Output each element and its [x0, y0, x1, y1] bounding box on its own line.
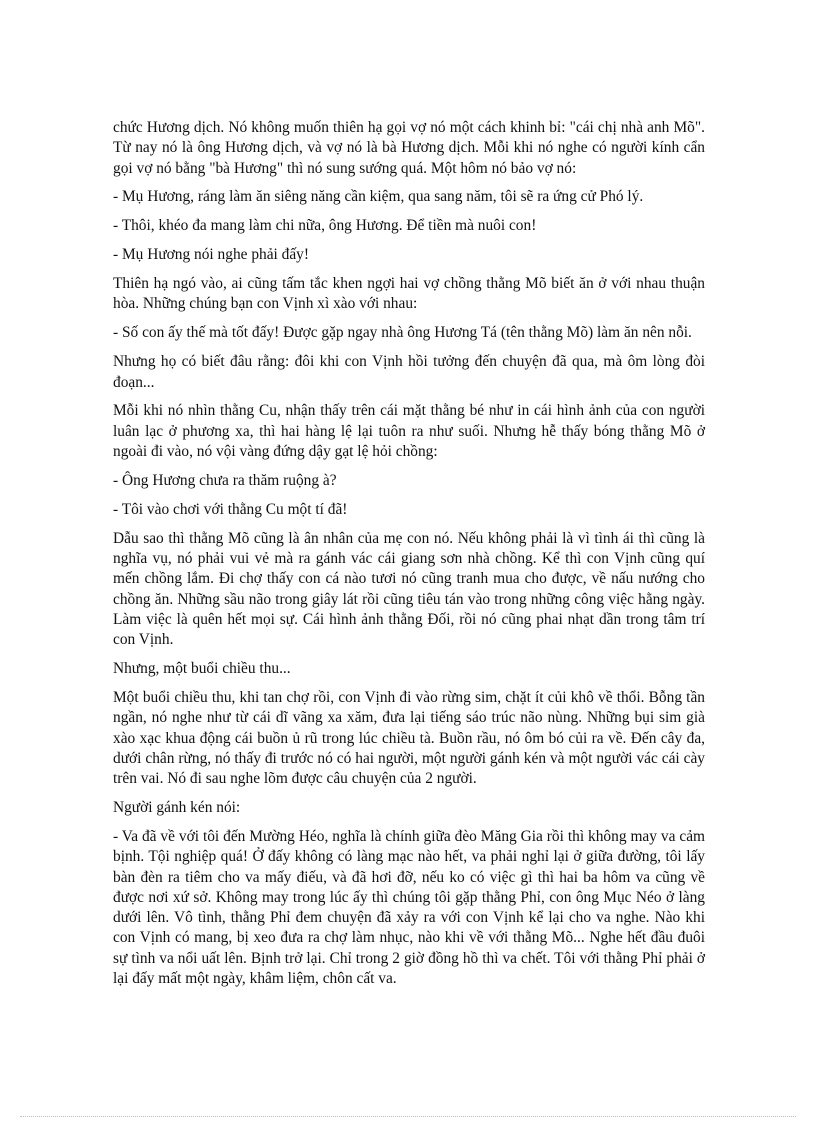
- paragraph-3: - Thôi, khéo đa mang làm chi nữa, ông Hương. Để tiền mà nuôi con!: [113, 217, 537, 235]
- paragraph-11: Dẫu sao thì thằng Mõ cũng là ân nhân của mẹ con nó. Nếu không phải là vì tình ái thì cũng là nghĩa vụ, nó phải vui vẻ mà ra gánh vác cái giang sơn nhà chồng. Kể thì con Vịnh cũng quí mến chồng lắm. Đi chợ thấy con cá nào tươi nó cũng tranh mua cho được, về nấu nướng cho chồng ăn. Những sầu não trong giây lát rồi cũng tiêu tán vào trong những công việc hằng ngày. Làm việc là quên hết mọi sự. Cái hình ảnh thằng Đối, rồi nó cũng phai nhạt dần trong tâm trí con Vịnh.: [113, 529, 705, 649]
- paragraph-4: - Mụ Hương nói nghe phải đấy!: [113, 246, 310, 264]
- paragraph-7: Nhưng họ có biết đâu rằng: đôi khi con Vịnh hồi tưởng đến chuyện đã qua, mà ôm lòng đòi đoạn...: [113, 353, 705, 391]
- paragraph-10: - Tôi vào chơi với thằng Cu một tí đã!: [113, 500, 348, 518]
- page-bottom-divider: [20, 1116, 796, 1117]
- paragraph-8: Mỗi khi nó nhìn thằng Cu, nhận thấy trên cái mặt thằng bé như in cái hình ảnh của con người luân lạc ở phương xa, thì hai hàng lệ lại tuôn ra như suối. Nhưng hễ thấy bóng thằng Mõ ở ngoài đi vào, nó vội vàng đứng dậy gạt lệ hỏi chồng:: [113, 402, 705, 461]
- paragraph-6: - Số con ấy thế mà tốt đấy! Được gặp ngay nhà ông Hương Tá (tên thằng Mõ) làm ăn nên nỗi.: [113, 324, 692, 342]
- paragraph-12: Nhưng, một buổi chiều thu...: [113, 660, 291, 678]
- paragraph-1: chức Hương dịch. Nó không muốn thiên hạ gọi vợ nó một cách khinh bỉ: "cái chị nhà anh Mõ". Từ nay nó là ông Hương dịch, và vợ nó là bà Hương dịch. Mỗi khi nó nghe có người kính cẩn gọi vợ nó bằng "bà Hương" thì nó sung sướng quá. Một hôm nó bảo vợ nó:: [113, 119, 705, 177]
- paragraph-5: Thiên hạ ngó vào, ai cũng tấm tắc khen ngợi hai vợ chồng thằng Mõ biết ăn ở với nhau thuận hòa. Những chúng bạn con Vịnh xì xào với nhau:: [113, 275, 705, 313]
- paragraph-13: Một buổi chiều thu, khi tan chợ rồi, con Vịnh đi vào rừng sim, chặt ít củi khô về thổi. Bỗng tần ngần, nó nghe như từ cái dĩ vãng xa xăm, đưa lại tiếng sáo trúc não nùng. Những bụi sim già xào xạc khua động cái buồn ủ rũ trong lúc chiều tà. Buồn rầu, nó ôm bó củi ra về. Đến cây đa, dưới chân rừng, nó thấy đi trước nó có hai người, một người gánh kén và một người vác cái cày trên vai. Nó đi sau nghe lõm được câu chuyện của 2 người.: [113, 688, 705, 788]
- paragraph-14: Người gánh kén nói:: [113, 799, 241, 817]
- paragraph-2: - Mụ Hương, ráng làm ăn siêng năng cần kiệm, qua sang năm, tôi sẽ ra ứng cử Phó lý.: [113, 188, 644, 206]
- paragraph-15: - Va đã về với tôi đến Mường Héo, nghĩa là chính giữa đèo Măng Gia rồi thì không may va cảm bịnh. Tội nghiệp quá! Ở đấy không có làng mạc nào hết, va phải nghỉ lại ở giữa đường, tôi lấy bàn đèn ra tiêm cho va mấy điếu, và đã hơi đỡ, nếu ko có việc gì thì hai ba hôm va cũng về được nơi xứ sở. Không may trong lúc ấy thì chúng tôi gặp thằng Phỉ, con ông Mục Néo ở làng dưới lên. Vô tình, thằng Phỉ đem chuyện đã xảy ra với con Vịnh kể lại cho va nghe. Nào khi con Vịnh có mang, bị xeo đưa ra chợ làm nhục, nào khi về với thằng Mõ... Nghe hết đầu đuôi sự tình va nổi uất lên. Bịnh trở lại. Chỉ trong 2 giờ đồng hồ thì va chết. Tôi với thằng Phỉ phải ở lại đấy mất một ngày, khâm liệm, chôn cất va.: [113, 827, 705, 987]
- paragraph-9: - Ông Hương chưa ra thăm ruộng à?: [113, 471, 337, 489]
- document-body: [113, 118, 705, 998]
